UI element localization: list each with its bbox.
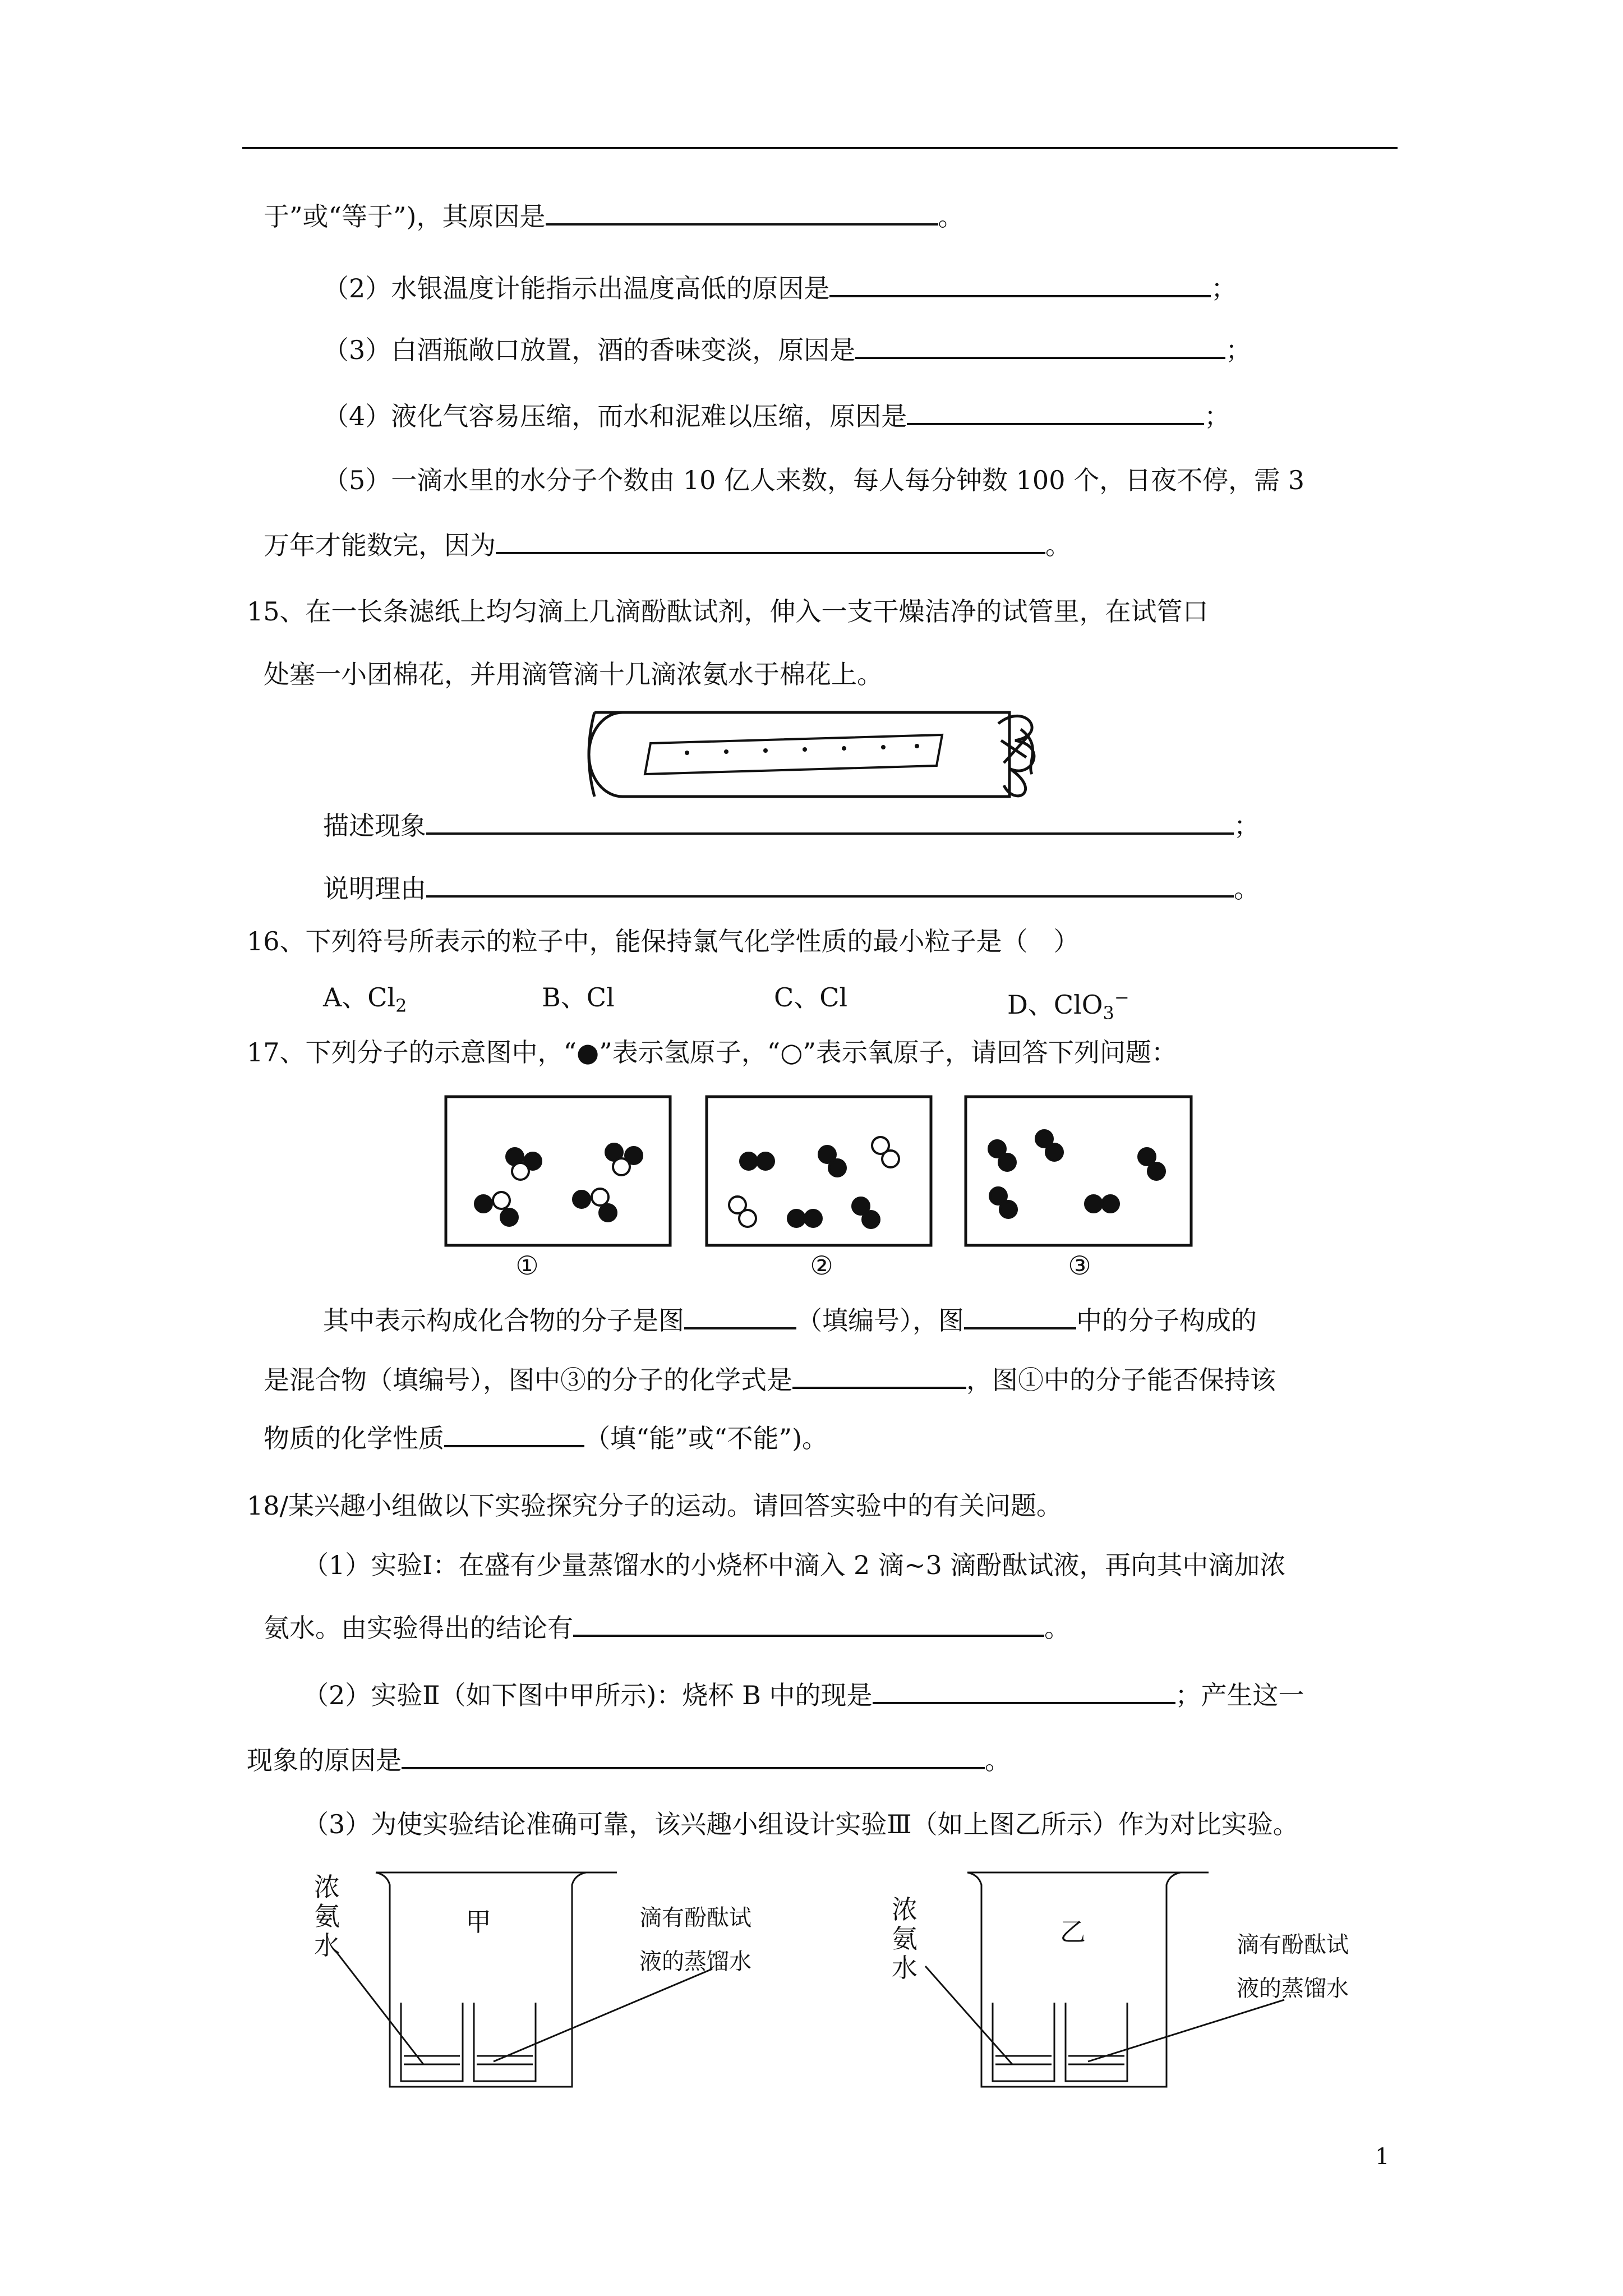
text-span: 是混合物（填编号），图中③的分子的化学式是 — [264, 1365, 792, 1395]
figure-label-3: ③ — [1068, 1250, 1091, 1281]
label-yi: 乙 — [1060, 1917, 1086, 1947]
text-span: ； — [1225, 335, 1252, 365]
subscript: 3 — [1103, 1002, 1114, 1024]
text-span: 。 — [985, 1745, 1011, 1775]
text-span: ；产生这一 — [1175, 1680, 1304, 1710]
question-15: 15、在一长条滤纸上均匀滴上几滴酚酞试剂，伸入一支干燥洁净的试管里，在试管口 — [247, 596, 1209, 627]
text-line: （5）一滴水里的水分子个数由 10 亿人来数，每人每分钟数 100 个，日夜不停，需 3 — [323, 465, 1304, 495]
text-span: D、ClO — [1007, 990, 1103, 1020]
option-d — [1007, 981, 1129, 1030]
text-span: 描述现象 — [323, 811, 426, 841]
text-line — [303, 1677, 1304, 1712]
answer-blank[interactable] — [496, 527, 1045, 554]
answer-blank[interactable] — [546, 199, 938, 226]
text-line — [264, 1362, 1276, 1397]
page-number: 1 — [1375, 2144, 1390, 2170]
note-right-2: 液的蒸馏水 — [1237, 1976, 1349, 2001]
text-span: 于”或“等于”)，其原因是 — [264, 201, 546, 232]
question-17: 17、下列分子的示意图中，“●”表示氢原子，“○”表示氧原子，请回答下列问题： — [247, 1037, 1177, 1068]
text-line — [264, 1610, 1070, 1645]
text-line — [323, 398, 1230, 433]
superscript: − — [1114, 987, 1129, 1008]
label-jia: 甲 — [465, 1907, 491, 1937]
text-span: 说明理由 — [323, 873, 426, 904]
text-span: 。 — [1044, 1613, 1070, 1643]
text-span: 氨水。由实验得出的结论有 — [264, 1613, 573, 1643]
text-span: ； — [1204, 401, 1230, 431]
answer-blank[interactable] — [402, 1742, 985, 1769]
answer-blank[interactable] — [907, 398, 1204, 425]
note-right-1: 滴有酚酞试 — [1237, 1932, 1349, 1958]
text-span: 物质的化学性质 — [264, 1423, 444, 1453]
text-line: （3）为使实验结论准确可靠，该兴趣小组设计实验Ⅲ（如上图乙所示）作为对比实验。 — [303, 1809, 1299, 1839]
label-nh3-r1: 浓 — [892, 1894, 917, 1925]
beaker-figure — [303, 1862, 1424, 2098]
answer-blank[interactable] — [829, 270, 1211, 297]
text-span: 。 — [1045, 530, 1071, 560]
figure-label-2: ② — [810, 1250, 833, 1281]
option-c: C、Cl — [774, 982, 848, 1013]
text-span: 其中表示构成化合物的分子是图 — [323, 1305, 684, 1336]
text-span: （2）水银温度计能指示出温度高低的原因是 — [323, 273, 830, 303]
label-nh3-r3: 水 — [892, 1953, 917, 1983]
answer-blank[interactable] — [426, 808, 1234, 835]
label-nh3-1: 浓 — [314, 1872, 340, 1902]
answer-blank[interactable] — [573, 1610, 1044, 1637]
text-line: （1）实验Ⅰ：在盛有少量蒸馏水的小烧杯中滴入 2 滴~3 滴酚酞试液，再向其中滴加浓 — [303, 1550, 1286, 1580]
figure-label-1: ① — [515, 1250, 539, 1281]
option-b: B、Cl — [542, 982, 615, 1013]
note-left-2: 液的蒸馏水 — [639, 1949, 751, 1975]
question-16: 16、下列符号所表示的粒子中，能保持氯气化学性质的最小粒子是（ ） — [247, 926, 1080, 956]
label-nh3-r2: 氨 — [892, 1924, 917, 1954]
text-span: （4）液化气容易压缩，而水和泥难以压缩，原因是 — [323, 401, 907, 431]
text-span: ； — [1234, 811, 1260, 841]
text-line — [323, 871, 1260, 905]
answer-blank[interactable] — [684, 1303, 796, 1329]
option-a — [323, 981, 407, 1023]
text-line — [323, 270, 1237, 305]
label-nh3-3: 水 — [314, 1930, 340, 1961]
answer-blank[interactable] — [792, 1362, 966, 1389]
text-line — [264, 1420, 828, 1455]
text-span: ，图①中的分子能否保持该 — [966, 1365, 1276, 1395]
text-span: 现象的原因是 — [247, 1745, 402, 1775]
header-rule — [242, 147, 1398, 149]
text-line — [323, 808, 1260, 843]
question-18: 18/某兴趣小组做以下实验探究分子的运动。请回答实验中的有关问题。 — [247, 1490, 1063, 1521]
answer-blank[interactable] — [964, 1303, 1076, 1329]
text-span: 。 — [1234, 873, 1260, 904]
subscript: 2 — [395, 995, 407, 1016]
text-line — [323, 332, 1251, 367]
text-line — [264, 527, 1071, 562]
text-line — [323, 1303, 1257, 1337]
text-span: 万年才能数完，因为 — [264, 530, 496, 560]
text-span: （2）实验Ⅱ（如下图中甲所示)：烧杯 B 中的现是 — [303, 1680, 873, 1710]
molecule-figure — [443, 1094, 1206, 1285]
text-span: （填“能”或“不能”)。 — [584, 1423, 828, 1453]
text-span: 中的分子构成的 — [1076, 1305, 1257, 1336]
answer-blank[interactable] — [426, 871, 1234, 898]
text-span: 。 — [938, 201, 964, 232]
label-nh3-2: 氨 — [314, 1901, 340, 1931]
answer-blank[interactable] — [855, 332, 1225, 359]
text-line: 处塞一小团棉花，并用滴管滴十几滴浓氨水于棉花上。 — [264, 659, 883, 689]
answer-blank[interactable] — [444, 1420, 584, 1447]
text-line — [247, 1742, 1011, 1777]
test-tube-figure — [583, 701, 1066, 808]
text-span: （填编号），图 — [796, 1305, 964, 1336]
answer-blank[interactable] — [873, 1677, 1175, 1704]
text-line — [264, 199, 964, 233]
text-span: （3）白酒瓶敞口放置，酒的香味变淡，原因是 — [323, 335, 856, 365]
text-span: A、Cl — [323, 982, 396, 1013]
note-left-1: 滴有酚酞试 — [639, 1905, 751, 1931]
text-span: ； — [1211, 273, 1237, 303]
